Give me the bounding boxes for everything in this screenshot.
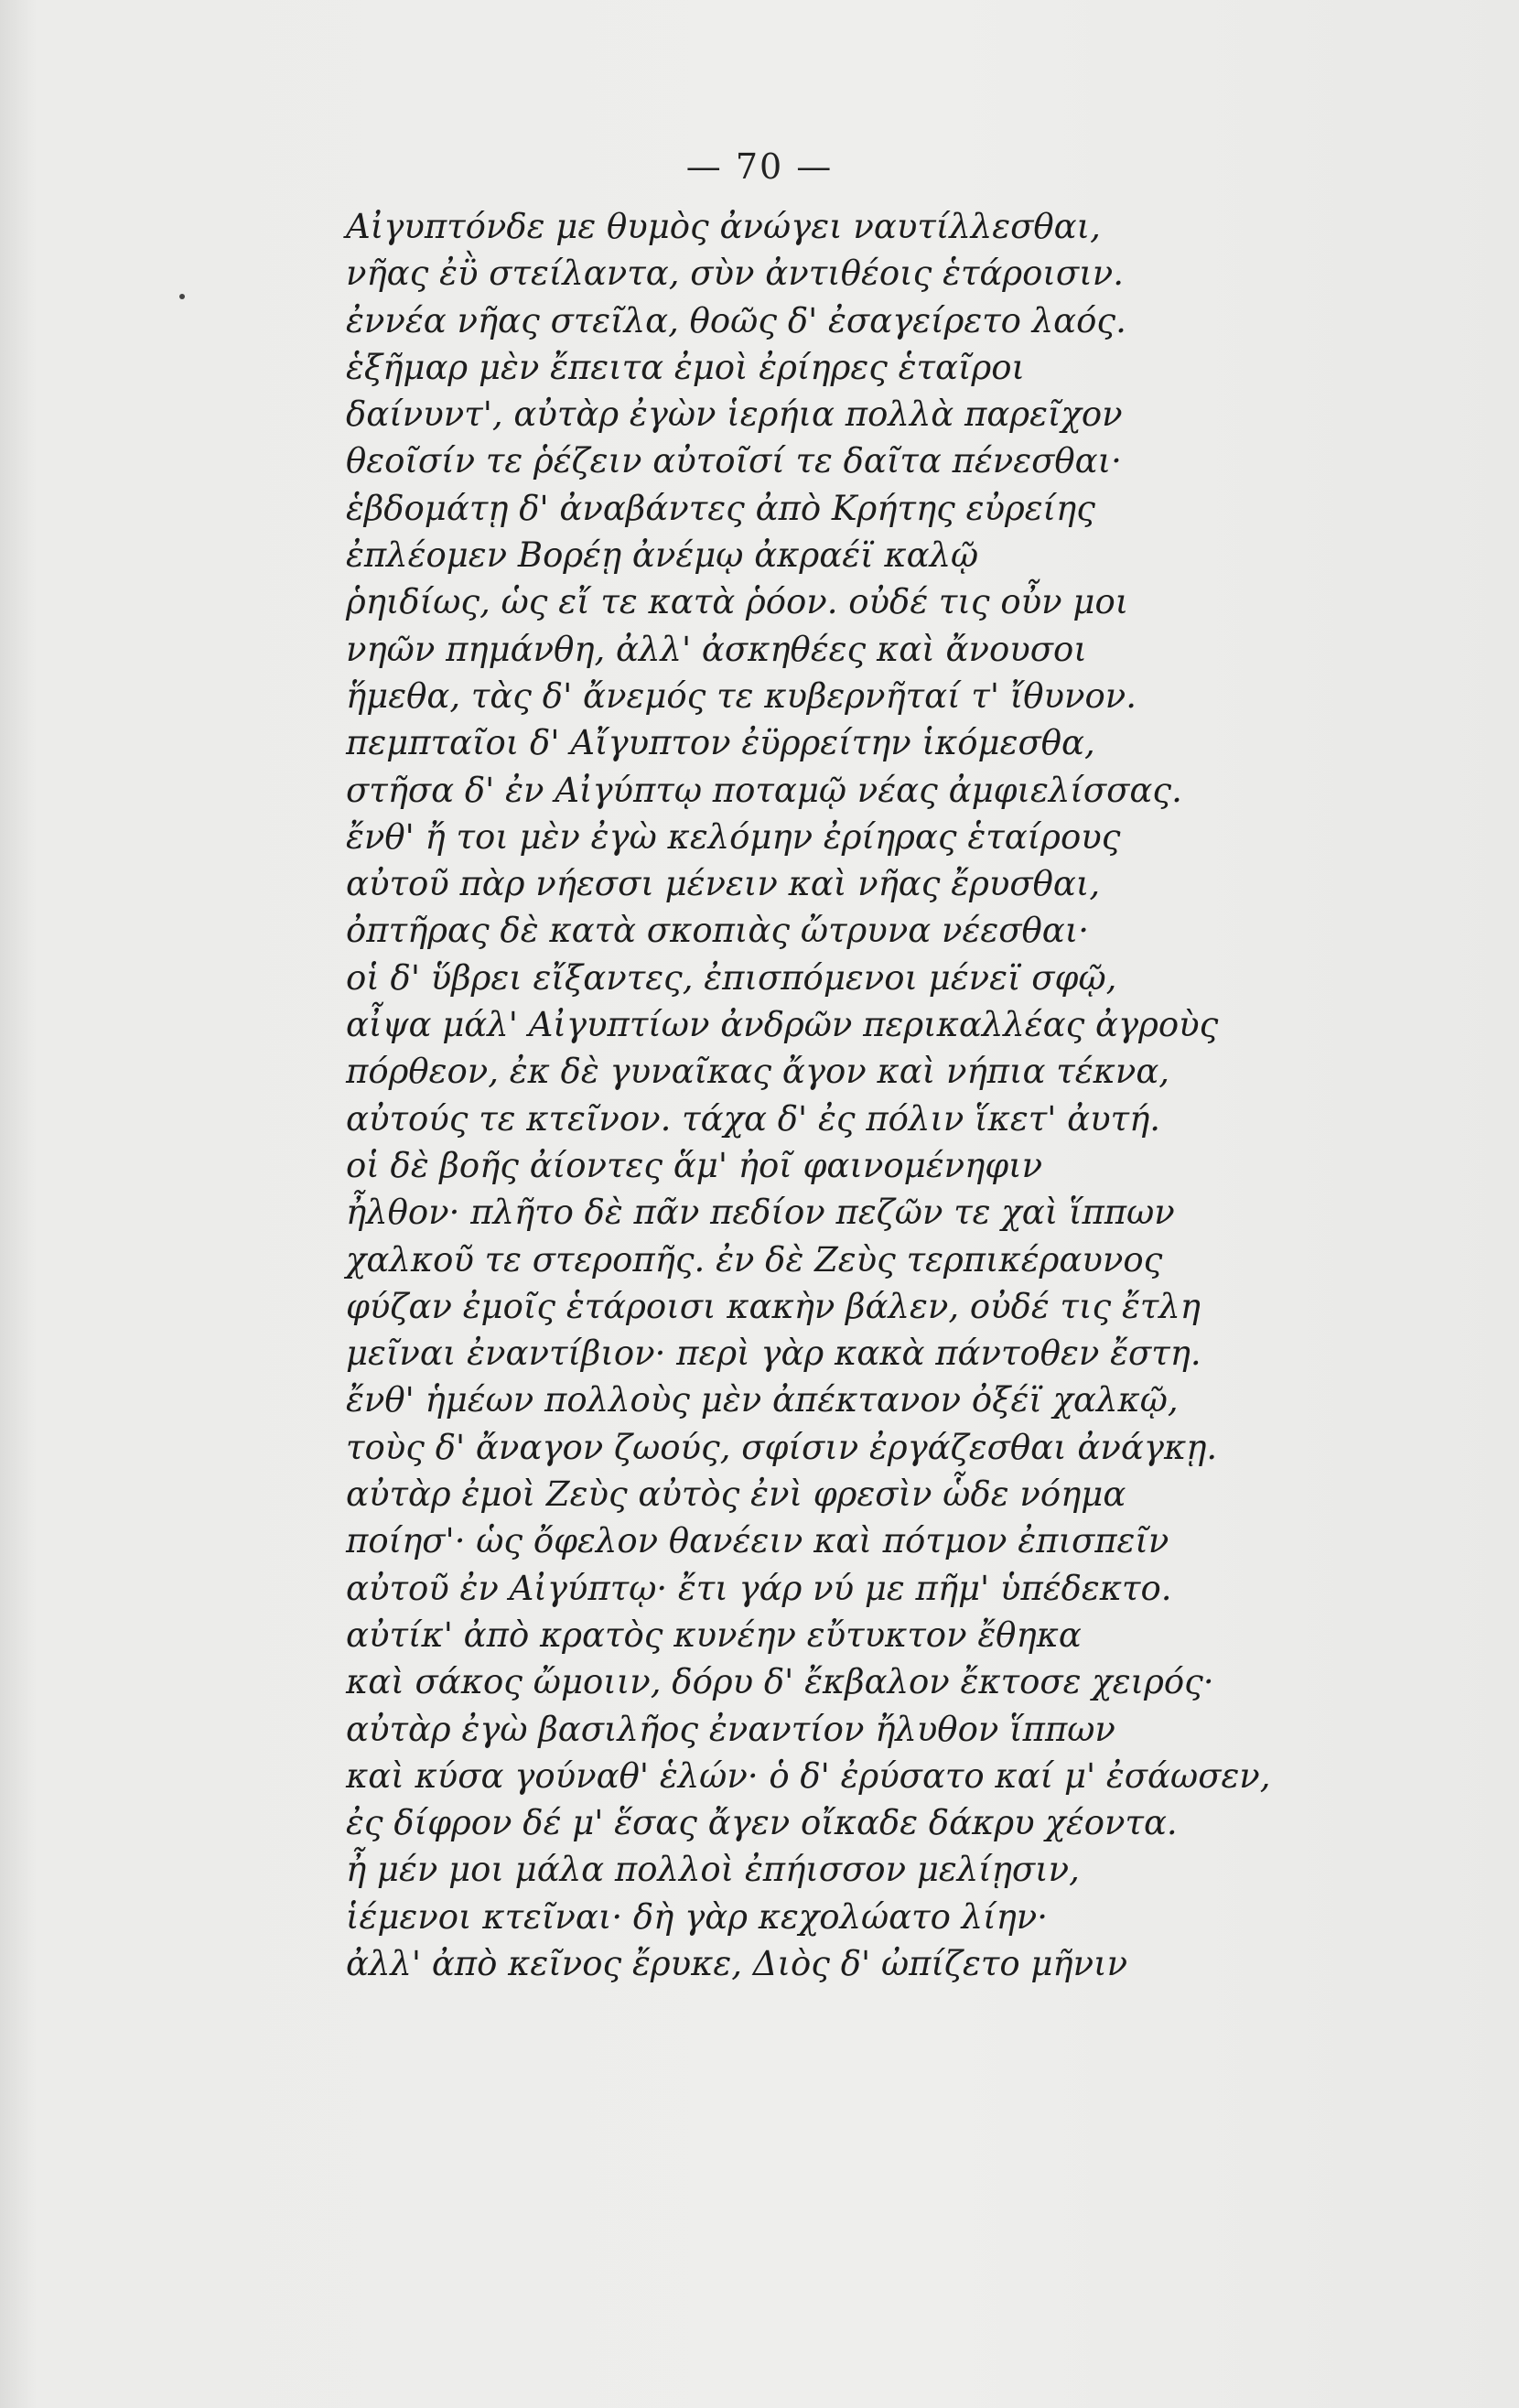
verse-line: ἔνθ' ἡμέων πολλοὺς μὲν ἀπέκτανον ὀξέϊ χαλκῷ, xyxy=(346,1380,1179,1420)
verse-line: στῆσα δ' ἐν Αἰγύπτῳ ποταμῷ νέας ἀμφιελίσσας. xyxy=(346,770,1182,810)
verse-line: καὶ σάκος ὤμοιιν, δόρυ δ' ἔκβαλον ἔκτοσε χειρός· xyxy=(346,1662,1214,1702)
verse-line: φύζαν ἐμοῖς ἑτάροισι κακὴν βάλεν, οὐδέ τις ἔτλη xyxy=(346,1286,1201,1326)
verse-line: ἑβδομάτῃ δ' ἀναβάντες ἀπὸ Κρήτης εὐρείης xyxy=(346,488,1095,528)
verse-line: τοὺς δ' ἄναγον ζωούς, σφίσιν ἐργάζεσθαι ἀνάγκῃ. xyxy=(346,1427,1218,1467)
verse-line: ἐννέα νῆας στεῖλα, θοῶς δ' ἐσαγείρετο λαός. xyxy=(346,300,1126,340)
verse-line: δαίνυντ', αὐτὰρ ἐγὼν ἱερήια πολλὰ παρεῖχον xyxy=(346,394,1123,435)
verse-line: οἱ δὲ βοῆς ἀίοντες ἅμ' ἠοῖ φαινομένηφιν xyxy=(346,1145,1043,1185)
verse-line: ῥηιδίως, ὡς εἴ τε κατὰ ῥόον. οὐδέ τις οὖν μοι xyxy=(346,582,1129,622)
verse-line: ποίησ'· ὡς ὄφελον θανέειν καὶ πότμον ἐπισπεῖν xyxy=(346,1521,1169,1561)
verse-line: ἔνθ' ἤ τοι μὲν ἐγὼ κελόμην ἐρίηρας ἑταίρους xyxy=(346,816,1121,857)
margin-mark xyxy=(179,294,185,299)
verse-line: αὐτὰρ ἐγὼ βασιλῆος ἐναντίον ἤλυθον ἵππων xyxy=(346,1709,1115,1749)
verse-line: μεῖναι ἐναντίβιον· περὶ γὰρ κακὰ πάντοθεν ἔστη. xyxy=(346,1334,1201,1374)
verse-line: ἦ μέν μοι μάλα πολλοὶ ἐπήισσον μελίῃσιν, xyxy=(346,1850,1080,1890)
verse-line: πόρθεον, ἐκ δὲ γυναῖκας ἄγον καὶ νήπια τέκνα, xyxy=(346,1052,1170,1092)
page-number: — 70 — xyxy=(685,146,834,187)
verse-line: ἀλλ' ἀπὸ κεῖνος ἔρυκε, Διὸς δ' ὠπίζετο μῆνιν xyxy=(346,1943,1128,1983)
verse-line: θεοῖσίν τε ῥέζειν αὐτοῖσί τε δαῖτα πένεσθαι· xyxy=(346,441,1122,481)
verse-line: νηῶν πημάνθη, ἀλλ' ἀσκηθέες καὶ ἄνουσοι xyxy=(346,629,1087,669)
verse-line: ὀπτῆρας δὲ κατὰ σκοπιὰς ὤτρυνα νέεσθαι· xyxy=(346,911,1090,951)
verse-line: ἐπλέομεν Βορέῃ ἀνέμῳ ἀκραέϊ καλῷ xyxy=(346,535,979,576)
verse-line: οἱ δ' ὕβρει εἴξαντες, ἐπισπόμενοι μένεϊ σφῷ, xyxy=(346,957,1117,998)
verse-line: ἥμεθα, τὰς δ' ἄνεμός τε κυβερνῆταί τ' ἴθυνον. xyxy=(346,675,1137,716)
verse-line: αἶψα μάλ' Αἰγυπτίων ἀνδρῶν περικαλλέας ἀγροὺς xyxy=(346,1005,1219,1045)
verse-line: καὶ κύσα γούναθ' ἑλών· ὁ δ' ἐρύσατο καί μ' ἐσάωσεν, xyxy=(346,1755,1271,1796)
verse-line: αὐτίκ' ἀπὸ κρατὸς κυνέην εὔτυκτον ἔθηκα xyxy=(346,1614,1082,1655)
verse-line: αὐτοῦ πὰρ νήεσσι μένειν καὶ νῆας ἔρυσθαι, xyxy=(346,864,1101,904)
verse-block xyxy=(346,203,1371,1987)
verse-line: νῆας ἐῢ στείλαντα, σὺν ἀντιθέοις ἑτάροισιν. xyxy=(346,254,1124,294)
verse-line: χαλκοῦ τε στεροπῆς. ἐν δὲ Ζεὺς τερπικέραυνος xyxy=(346,1239,1163,1280)
verse-line: ἑξῆμαρ μὲν ἔπειτα ἐμοὶ ἐρίηρες ἑταῖροι xyxy=(346,347,1026,387)
verse-line: ἱέμενοι κτεῖναι· δὴ γὰρ κεχολώατο λίην· xyxy=(346,1896,1049,1937)
verse-line: ἦλθον· πλῆτο δὲ πᾶν πεδίον πεζῶν τε χαὶ ἵππων xyxy=(346,1193,1175,1233)
verse-line: Αἰγυπτόνδε με θυμὸς ἀνώγει ναυτίλλεσθαι, xyxy=(346,207,1101,246)
verse-line: πεμπταῖοι δ' Αἴγυπτον ἐϋρρείτην ἱκόμεσθα, xyxy=(346,723,1095,763)
verse-line: αὐτούς τε κτεῖνον. τάχα δ' ἐς πόλιν ἵκετ' ἀυτή. xyxy=(346,1098,1161,1139)
verse-line: ἐς δίφρον δέ μ' ἕσας ἄγεν οἴκαδε δάκρυ χέοντα. xyxy=(346,1803,1178,1843)
verse-line: αὐτοῦ ἐν Αἰγύπτῳ· ἔτι γάρ νύ με πῆμ' ὑπέδεκτο. xyxy=(346,1568,1172,1608)
verse-line: αὐτὰρ ἐμοὶ Ζεὺς αὐτὸς ἐνὶ φρεσὶν ὧδε νόημα xyxy=(346,1474,1126,1515)
